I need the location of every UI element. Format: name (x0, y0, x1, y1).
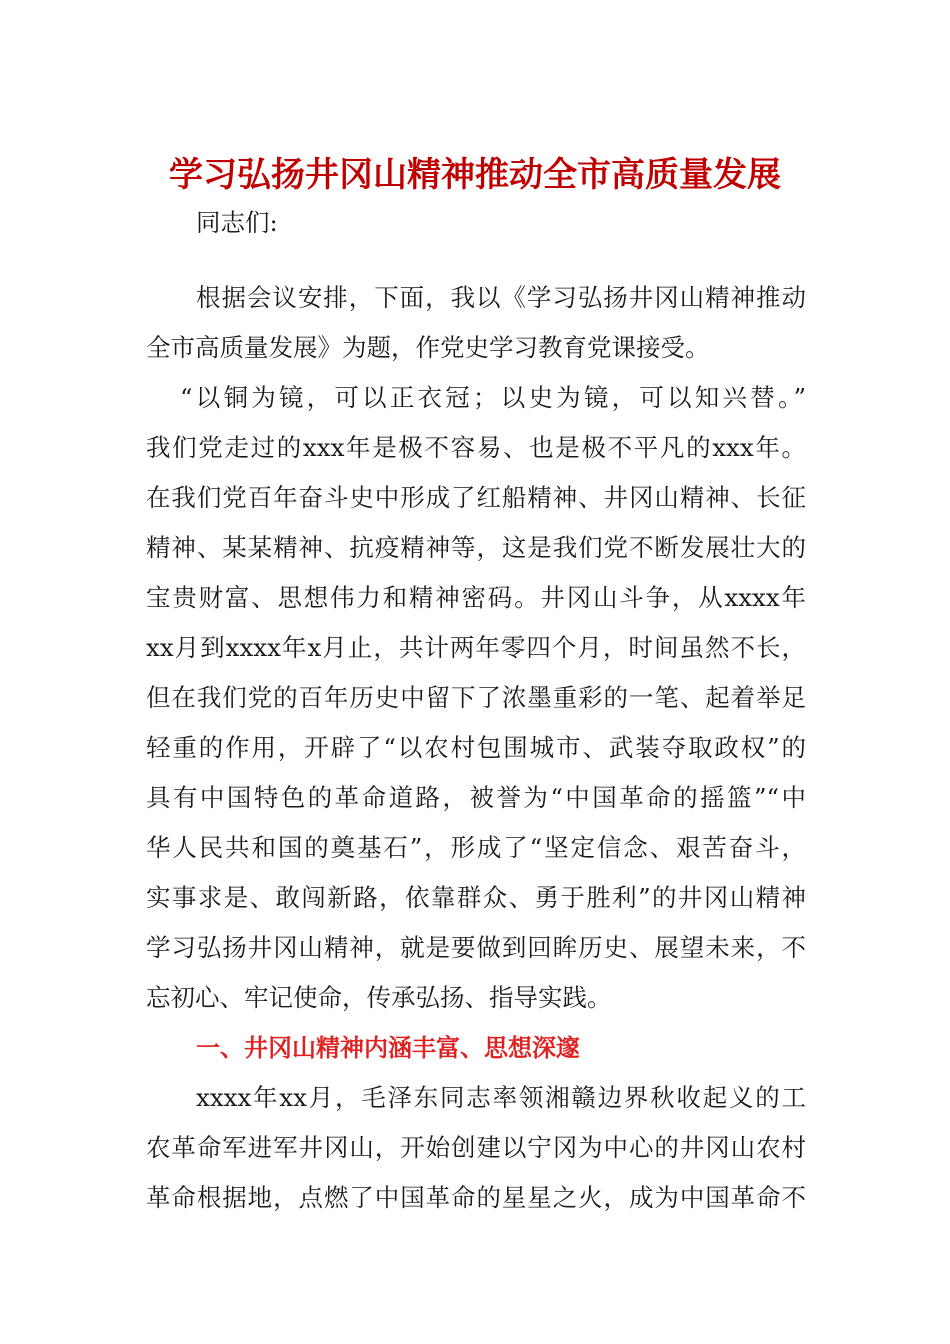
salutation: 同志们: (196, 208, 278, 237)
paragraph-line: 但在我们党的百年历史中留下了浓墨重彩的一笔、起着举足 (146, 683, 806, 712)
paragraph-line: “以铜为镜，可以正衣冠；以史为镜，可以知兴替。” (180, 383, 806, 412)
paragraph-line: 学习弘扬井冈山精神，就是要做到回眸历史、展望未来，不 (146, 933, 806, 962)
paragraph-line: xx月到xxxx年x月止，共计两年零四个月，时间虽然不长， (146, 633, 806, 662)
paragraph-line: 在我们党百年奋斗史中形成了红船精神、井冈山精神、长征 (146, 483, 806, 512)
section-heading: 一、井冈山精神内涵丰富、思想深邃 (196, 1034, 580, 1062)
paragraph-line: 轻重的作用，开辟了“以农村包围城市、武装夺取政权”的 (146, 733, 806, 762)
paragraph-line: 宝贵财富、思想伟力和精神密码。井冈山斗争，从xxxx年 (146, 583, 806, 612)
paragraph-line: 根据会议安排，下面，我以《学习弘扬井冈山精神推动 (196, 283, 806, 312)
paragraph-line: 忘初心、牢记使命，传承弘扬、指导实践。 (146, 983, 612, 1012)
paragraph-line: xxxx年xx月，毛泽东同志率领湘赣边界秋收起义的工 (196, 1083, 806, 1112)
paragraph-line: 具有中国特色的革命道路，被誉为“中国革命的摇篮”“中 (146, 783, 806, 812)
paragraph-line: 实事求是、敢闯新路，依靠群众、勇于胜利”的井冈山精神 (146, 883, 806, 912)
paragraph-line: 革命根据地，点燃了中国革命的星星之火，成为中国革命不 (146, 1183, 806, 1212)
paragraph-line: 华人民共和国的奠基石”，形成了“坚定信念、艰苦奋斗， (146, 833, 806, 862)
paragraph-line: 全市高质量发展》为题，作党史学习教育党课接受。 (146, 333, 710, 362)
paragraph-line: 农革命军进军井冈山，开始创建以宁冈为中心的井冈山农村 (146, 1133, 806, 1162)
document-title: 学习弘扬井冈山精神推动全市高质量发展 (169, 155, 781, 195)
paragraph-line: 精神、某某精神、抗疫精神等，这是我们党不断发展壮大的 (146, 533, 806, 562)
paragraph-line: 我们党走过的xxx年是极不容易、也是极不平凡的xxx年。 (146, 433, 806, 462)
